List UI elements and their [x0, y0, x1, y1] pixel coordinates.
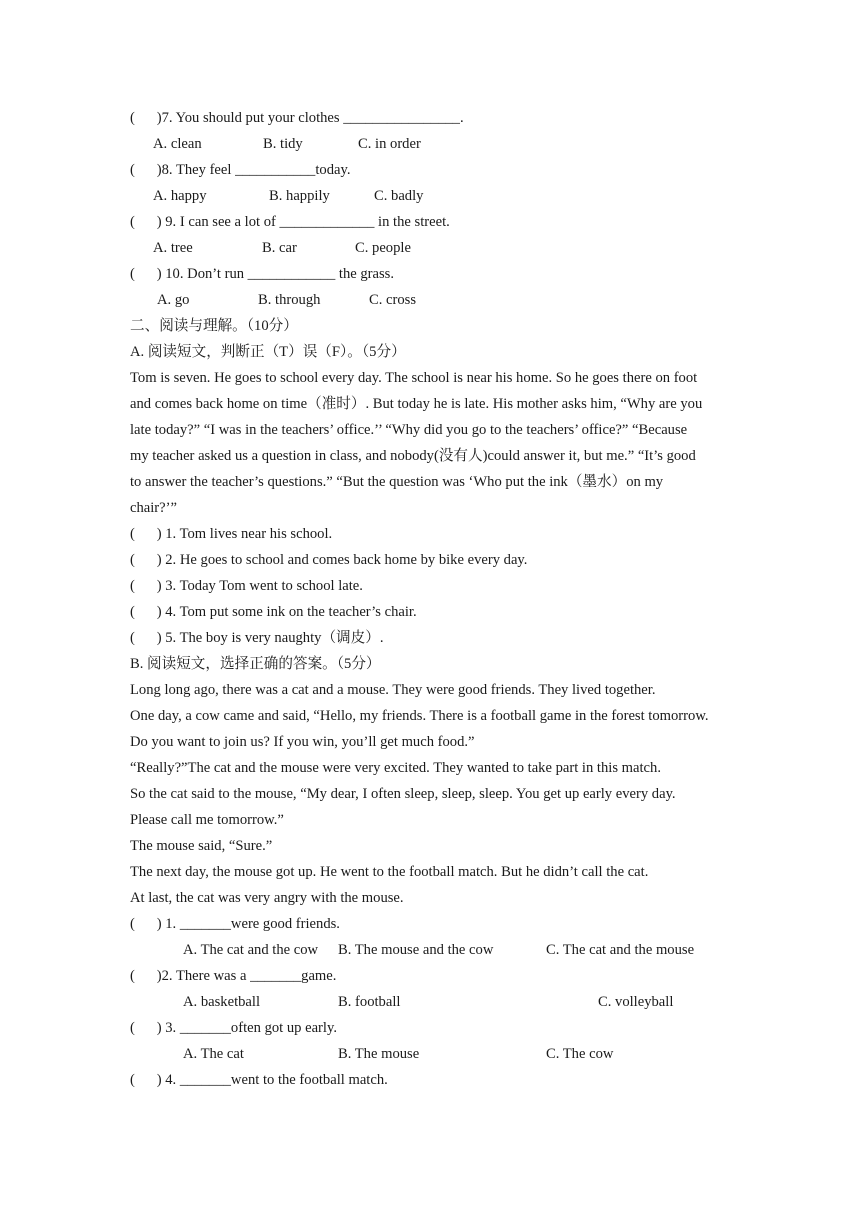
- part-b-question-3-stem: ( ) 3. _______often got up early.: [130, 1020, 337, 1036]
- question-10-stem: ( ) 10. Don’t run ____________ the grass.: [130, 266, 395, 282]
- part-b-question-2-stem: ( )2. There was a _______game.: [130, 968, 337, 984]
- part-a-item-4: ( ) 4. Tom put some ink on the teacher’s chair.: [130, 604, 417, 620]
- question-10-option-c: C. cross: [369, 292, 417, 308]
- part-b-passage-line: The next day, the mouse got up. He went to the football match. But he didn’t call the cat.: [130, 864, 649, 880]
- question-8-option-b: B. happily: [269, 188, 330, 204]
- part-b-passage-line: So the cat said to the mouse, “My dear, I often sleep, sleep, sleep. You get up early every day.: [130, 786, 676, 802]
- part-b-question-3-option-a: A. The cat: [183, 1046, 244, 1062]
- part-b-question-2-option-b: B. football: [338, 994, 401, 1010]
- question-8-stem: ( )8. They feel ___________today.: [130, 162, 351, 178]
- question-9-stem: ( ) 9. I can see a lot of _____________ in the street.: [130, 214, 450, 230]
- part-a-passage-line: chair?’”: [130, 500, 177, 516]
- part-a-passage-line: Tom is seven. He goes to school every day. The school is near his home. So he goes there on foot: [130, 370, 698, 386]
- part-b-question-1-option-b: B. The mouse and the cow: [338, 942, 494, 958]
- part-b-passage-line: One day, a cow came and said, “Hello, my friends. There is a football game in the forest tomorrow.: [130, 708, 709, 724]
- part-b-question-1-stem: ( ) 1. _______were good friends.: [130, 916, 340, 932]
- part-a-item-2: ( ) 2. He goes to school and comes back home by bike every day.: [130, 552, 528, 568]
- part-a-passage-line: to answer the teacher’s questions.” “But the question was ‘Who put the ink（墨水）on my: [130, 474, 664, 490]
- part-b-question-2-option-c: C. volleyball: [598, 994, 674, 1010]
- part-b-question-3-option-b: B. The mouse: [338, 1046, 420, 1062]
- question-8-option-a: A. happy: [153, 188, 207, 204]
- question-7-option-c: C. in order: [358, 136, 421, 152]
- part-b-heading: B. 阅读短文，选择正确的答案。（5分）: [130, 656, 381, 672]
- part-a-passage-line: late today?” “I was in the teachers’ office.’’ “Why did you go to the teachers’ office?” “Because: [130, 422, 688, 438]
- question-7-option-a: A. clean: [153, 136, 202, 152]
- part-b-passage-line: Please call me tomorrow.”: [130, 812, 284, 828]
- part-a-item-5: ( ) 5. The boy is very naughty（调皮）.: [130, 630, 384, 646]
- part-a-item-3: ( ) 3. Today Tom went to school late.: [130, 578, 363, 594]
- question-7-stem: ( )7. You should put your clothes ________________.: [130, 110, 464, 126]
- part-b-question-3-option-c: C. The cow: [546, 1046, 614, 1062]
- section-2-heading: 二、阅读与理解。（10分）: [130, 318, 298, 334]
- part-b-question-1-option-c: C. The cat and the mouse: [546, 942, 695, 958]
- part-a-item-1: ( ) 1. Tom lives near his school.: [130, 526, 333, 542]
- part-b-passage-line: At last, the cat was very angry with the mouse.: [130, 890, 404, 906]
- part-b-question-4-stem: ( ) 4. _______went to the football match.: [130, 1072, 388, 1088]
- question-9-option-b: B. car: [262, 240, 297, 256]
- part-b-question-1-option-a: A. The cat and the cow: [183, 942, 319, 958]
- part-b-question-2-option-a: A. basketball: [183, 994, 261, 1010]
- part-b-passage-line: Do you want to join us? If you win, you’ll get much food.”: [130, 734, 475, 750]
- part-b-passage-line: “Really?”The cat and the mouse were very excited. They wanted to take part in this match.: [130, 760, 661, 776]
- question-10-option-b: B. through: [258, 292, 321, 308]
- question-10-option-a: A. go: [157, 292, 190, 308]
- part-a-passage-line: my teacher asked us a question in class, and nobody(没有人)could answer it, but me.” “It’s good: [130, 448, 696, 464]
- part-a-passage-line: and comes back home on time（准时）. But today he is late. His mother asks him, “Why are you: [130, 396, 703, 412]
- question-8-option-c: C. badly: [374, 188, 424, 204]
- question-9-option-a: A. tree: [153, 240, 193, 256]
- question-9-option-c: C. people: [355, 240, 411, 256]
- part-a-heading: A. 阅读短文，判断正（T）误（F）。（5分）: [130, 344, 406, 360]
- question-7-option-b: B. tidy: [263, 136, 303, 152]
- part-b-passage-line: Long long ago, there was a cat and a mouse. They were good friends. They lived together.: [130, 682, 656, 698]
- part-b-passage-line: The mouse said, “Sure.”: [130, 838, 273, 854]
